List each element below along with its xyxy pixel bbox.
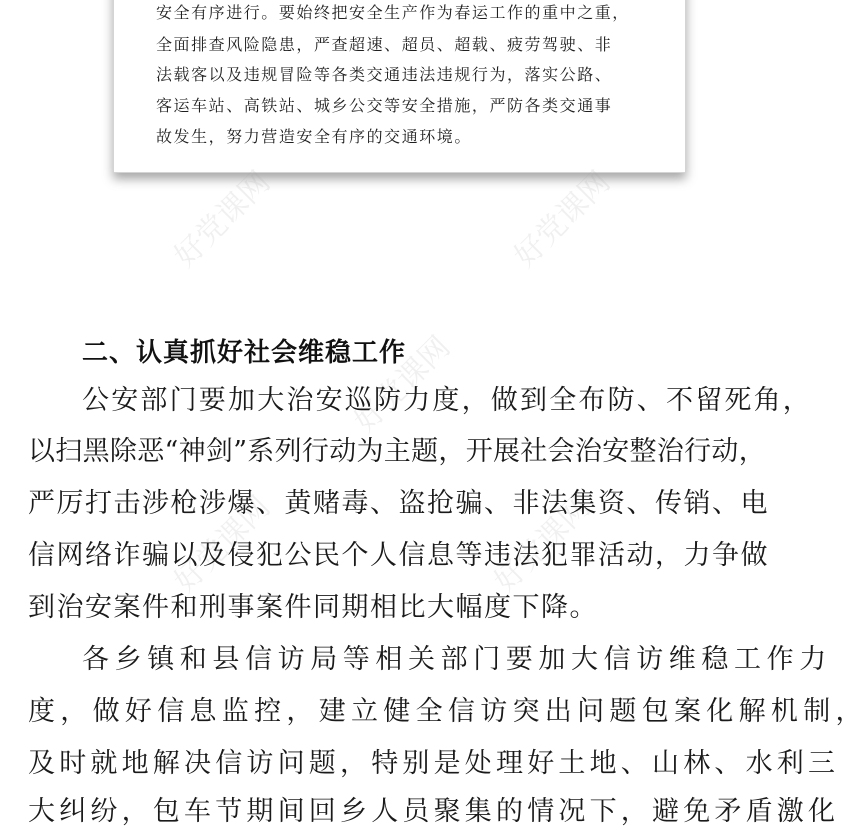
excerpt-card bbox=[113, 0, 686, 173]
paragraph-line: 大纠纷，包车节期间回乡人员聚集的情况下，避免矛盾激化 bbox=[28, 796, 840, 827]
card-text-line: 故发生，努力营造安全有序的交通环境。 bbox=[156, 127, 472, 146]
card-text-line: 全面排查风险隐患，严查超速、超员、超载、疲劳驾驶、非 bbox=[156, 35, 613, 54]
watermark: 好党课网 bbox=[487, 489, 598, 600]
paragraph-line: 公安部门要加大治安巡防力度，做到全布防、不留死角， bbox=[82, 385, 812, 416]
watermark: 好党课网 bbox=[347, 329, 458, 440]
paragraph-line: 度，做好信息监控，建立健全信访突出问题包案化解机制， bbox=[28, 696, 868, 727]
paragraph-line: 信网络诈骗以及侵犯公民个人信息等违法犯罪活动，力争做 bbox=[28, 540, 769, 571]
paragraph-line: 严厉打击涉枪涉爆、黄赌毒、盗抢骗、非法集资、传销、电 bbox=[28, 488, 769, 519]
card-text-line: 法载客以及违规冒险等各类交通违法违规行为，落实公路、 bbox=[156, 65, 613, 84]
watermark: 好党课网 bbox=[507, 164, 618, 275]
paragraph-line: 及时就地解决信访问题，特别是处理好土地、山林、水利三 bbox=[28, 748, 840, 779]
paragraph-line: 以扫黑除恶“神剑”系列行动为主题，开展社会治安整治行动， bbox=[28, 436, 767, 467]
card-text-line: 安全有序进行。要始终把安全生产作为春运工作的重中之重， bbox=[156, 3, 630, 22]
watermark: 好党课网 bbox=[167, 164, 278, 275]
section-heading: 二、认真抓好社会维稳工作 bbox=[82, 338, 407, 368]
paragraph-line: 到治安案件和刑事案件同期相比大幅度下降。 bbox=[28, 592, 598, 623]
watermark: 好党课网 bbox=[167, 489, 278, 600]
paragraph-line: 各乡镇和县信访局等相关部门要加大信访维稳工作力 bbox=[82, 644, 832, 675]
card-text-line: 客运车站、高铁站、城乡公交等安全措施，严防各类交通事 bbox=[156, 96, 613, 115]
